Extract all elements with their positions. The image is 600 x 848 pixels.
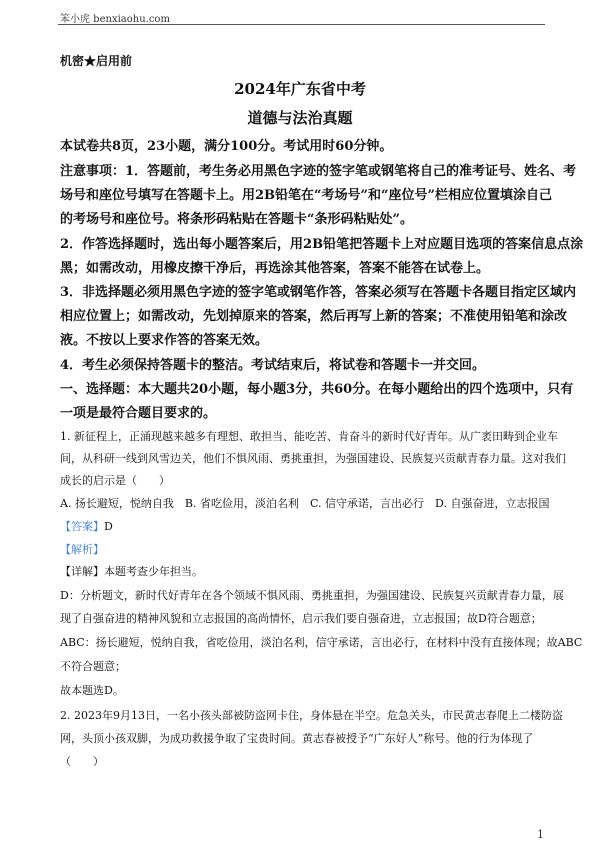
notice-line: 液。不按以上要求作答的答案无效。 [60, 333, 269, 348]
question-1-line: 1. 新征程上，正涌现越来越多有理想、敢担当、能吃苦、肯奋斗的新时代好青年。从广袤田畴到企业车 [60, 430, 558, 443]
header-divider [58, 24, 545, 25]
question-1-line: 间，从科研一线到风雪边关，他们不惧风雨、勇挑重担，为强国建设、民族复兴贡献青春力量。这对我们 [60, 452, 566, 465]
notice-line: 4．考生必须保持答题卡的整洁。考试结束后，将试卷和答题卡一并交回。 [60, 358, 486, 373]
notice-line: 相应位置上；如需改动，先划掉原来的答案，然后再写上新的答案；不准使用铅笔和涂改 [60, 309, 568, 324]
explain-line: 故本题选D。 [60, 684, 124, 697]
notice-line: 黑；如需改动，用橡皮擦干净后，再选涂其他答案，答案不能答在试卷上。 [60, 261, 490, 276]
notice-line: 场号和座位号填写在答题卡上。用2B铅笔在“考场号”和“座位号”栏相应位置填涂自己 [60, 188, 552, 203]
answer-tag: 【答案】 [60, 520, 104, 533]
site-header: 笨小虎 benxiaohu.com [60, 14, 170, 25]
exam-subtitle: 道德与法治真题 [247, 109, 353, 127]
question-2-line: 网，头顶小孩双脚，为成功救援争取了宝贵时间。黄志春被授予“广东好人”称号。他的行为体现了 [60, 732, 534, 745]
question-2-line: （ ） [60, 755, 104, 768]
explain-line: 不符合题意； [60, 660, 126, 673]
exam-title: 2024年广东省中考 [234, 80, 366, 98]
page-number: 1 [537, 828, 544, 841]
explain-line: D：分析题文，新时代好青年在各个领域不惧风雨、勇挑重担，为强国建设、民族复兴贡献青春力量，展 [60, 589, 564, 602]
notice-line: 2．作答选择题时，选出每小题答案后，用2B铅笔把答题卡上对应题目选项的答案信息点涂 [60, 237, 584, 252]
detail-text: 本题考查少年担当。 [104, 565, 203, 578]
analysis-tag: 【解析】 [60, 543, 104, 556]
exam-intro: 本试卷共8页，23小题，满分100分。考试用时60分钟。 [60, 139, 393, 154]
answer-value: D [104, 520, 113, 533]
explain-line: 现了自强奋进的精神风貌和立志报国的高尚情怀，启示我们要自强奋进，立志报国；故D符合题意； [60, 612, 542, 625]
notice-line: 的考场号和座位号。将条形码粘贴在答题卡“条形码粘贴处”。 [60, 212, 413, 227]
section-heading: 一、选择题：本大题共20小题，每小题3分，共60分。在每小题给出的四个选项中，只有 [60, 382, 574, 397]
question-1-line: 成长的启示是（ ） [60, 474, 170, 487]
notice-line: 注意事项：1．答题前，考生务必用黑色字迹的签字笔或钢笔将自己的准考证号、姓名、考 [60, 164, 577, 179]
section-heading: 一项是最符合题目要求的。 [60, 406, 217, 421]
secret-mark: 机密★启用前 [60, 54, 133, 68]
detail-row [60, 563, 203, 579]
detail-tag: 【详解】 [60, 565, 104, 578]
explain-line: ABC：扬长避短，悦纳自我，省吃俭用，淡泊名利，信守承诺，言出必行，在材料中没有直接体现；故ABC [60, 636, 583, 649]
question-1-options: A. 扬长避短，悦纳自我 B. 省吃俭用，淡泊名利 C. 信守承诺，言出必行 D. 自强奋进，立志报国 [60, 497, 550, 510]
notice-line: 3．非选择题必须用黑色字迹的签字笔或钢笔作答，答案必须写在答题卡各题目指定区域内 [60, 285, 577, 300]
answer-row [60, 518, 113, 534]
question-2-line: 2. 2023年9月13日，一名小孩头部被防盗网卡住，身体悬在半空。危急关头，市民黄志春爬上二楼防盗 [60, 709, 563, 722]
